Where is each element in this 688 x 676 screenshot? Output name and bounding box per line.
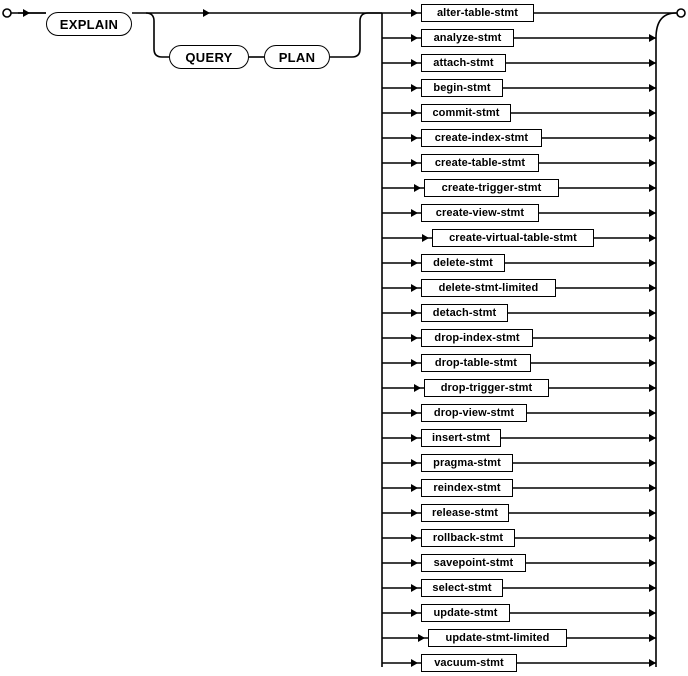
keyword-explain (46, 12, 132, 36)
stmt-node[interactable] (421, 129, 542, 147)
keyword-plan-label: PLAN (278, 49, 316, 65)
stmt-node[interactable] (421, 79, 503, 97)
stmt-label: create-index-stmt (434, 131, 529, 144)
stmt-label: analyze-stmt (433, 31, 502, 44)
stmt-label: vacuum-stmt (434, 656, 504, 669)
stmt-node[interactable] (421, 304, 508, 322)
stmt-label: savepoint-stmt (433, 556, 514, 569)
stmt-label: insert-stmt (432, 431, 490, 444)
stmt-node[interactable] (421, 504, 509, 522)
start-terminal (3, 9, 11, 17)
stmt-label: drop-trigger-stmt (440, 381, 533, 394)
stmt-label: begin-stmt (433, 81, 491, 94)
stmt-label: select-stmt (432, 581, 492, 594)
stmt-label: create-trigger-stmt (441, 181, 542, 194)
stmt-node[interactable] (428, 629, 567, 647)
end-terminal (677, 9, 685, 17)
stmt-node[interactable] (421, 54, 506, 72)
stmt-label: reindex-stmt (433, 481, 501, 494)
stmt-node[interactable] (421, 354, 531, 372)
stmt-label: commit-stmt (432, 106, 500, 119)
stmt-node[interactable] (421, 429, 501, 447)
stmt-node[interactable] (421, 4, 534, 22)
stmt-node[interactable] (421, 254, 505, 272)
stmt-label: create-table-stmt (434, 156, 526, 169)
stmt-node[interactable] (421, 329, 533, 347)
stmt-node[interactable] (421, 604, 510, 622)
stmt-node[interactable] (421, 154, 539, 172)
keyword-explain-label: EXPLAIN (59, 16, 119, 32)
stmt-label: drop-view-stmt (433, 406, 515, 419)
stmt-label: update-stmt-limited (445, 631, 550, 644)
stmt-node[interactable] (421, 479, 513, 497)
stmt-node[interactable] (421, 579, 503, 597)
stmt-label: alter-table-stmt (436, 6, 519, 19)
stmt-label: create-virtual-table-stmt (449, 231, 577, 244)
stmt-node[interactable] (432, 229, 594, 247)
stmt-node[interactable] (421, 454, 513, 472)
stmt-label: update-stmt (433, 606, 498, 619)
stmt-node[interactable] (421, 104, 511, 122)
stmt-node[interactable] (421, 279, 556, 297)
stmt-node[interactable] (421, 404, 527, 422)
stmt-label: attach-stmt (433, 56, 494, 69)
keyword-query-label: QUERY (185, 49, 233, 65)
stmt-label: detach-stmt (432, 306, 497, 319)
keyword-plan (264, 45, 330, 69)
stmt-node[interactable] (421, 654, 517, 672)
stmt-label: drop-table-stmt (434, 356, 518, 369)
stmt-label: create-view-stmt (435, 206, 525, 219)
stmt-node[interactable] (424, 379, 549, 397)
stmt-node[interactable] (421, 29, 514, 47)
stmt-label: delete-stmt (433, 256, 493, 269)
stmt-node[interactable] (424, 179, 559, 197)
stmt-node[interactable] (421, 554, 526, 572)
stmt-label: delete-stmt-limited (438, 281, 539, 294)
stmt-label: pragma-stmt (433, 456, 501, 469)
keyword-query (169, 45, 249, 69)
stmt-label: rollback-stmt (432, 531, 504, 544)
stmt-node[interactable] (421, 529, 515, 547)
stmt-node[interactable] (421, 204, 539, 222)
stmt-label: drop-index-stmt (434, 331, 520, 344)
stmt-label: release-stmt (431, 506, 498, 519)
